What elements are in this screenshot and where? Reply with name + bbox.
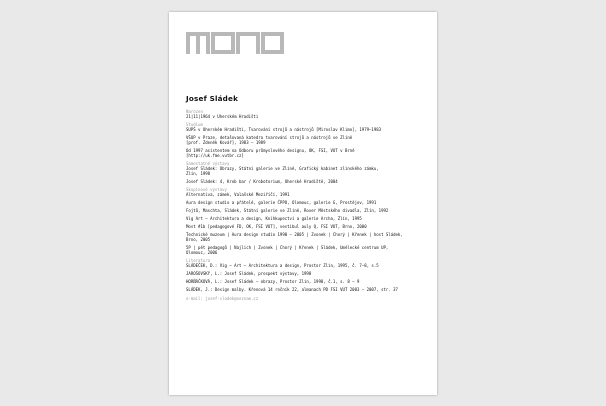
exhibition-entry: Josef Sládek: Obrazy, Státní galerie ve Zlíně, Grafický kabinet zlínského zámku, [186,166,379,171]
study-entry-cont: [prof. Zdeněk Kovář], 1983 – 1989 [186,140,266,145]
exhibition-entry-cont: Olomouc, 2006 [186,250,218,255]
exhibition-entry: 5P | pět pedagogů | Najlich | Zvonek | Chorý | Křenek | Sládek, Umělecké centrum UP, [186,245,389,250]
study-entry: VŠUP v Praze, detašovaná katedra tvarování strojů a nástrojů ve Zlíně [186,135,353,140]
section-label: Samostatné výstavy [186,161,230,166]
section-label: Studium [186,122,203,127]
section-studies [186,122,426,158]
section-born [186,109,426,119]
exhibition-entry: Josef Sládek: 4, Krob bar / Krobotorium, Uherské Hradiště, 2004 [186,179,338,184]
exhibition-entry: Aura design studio a přátelé, galerie ČPPO, Olomouc, galerie G, Prostějov, 1991 [186,200,377,205]
email-link[interactable]: e-mail: josef-sladek@seznam.cz [186,296,259,301]
section-group-exhibitions [186,187,426,255]
literature-entry: HORŇÁČKOVÁ, L.: Josef Sládek – obrazy, Prostor Zlín, 1998, č.1, s. 8 – 9 [186,279,360,284]
section-literature [186,258,426,292]
exhibition-entry: Most #1b [pedagogové FD, OK, FSI VUT], vestibul auly Q, FSI VUT, Brno, 2000 [186,224,367,229]
section-label: Literatura [186,258,211,263]
exhibition-entry: Alternativa, zámek, Valašské Meziříčí, 1991 [186,192,290,197]
exhibition-entry: Technické muzeum | Aura design studio 1990 – 2005 | Zvonek | Chorý | Křenek | host Sládek, [186,232,403,237]
study-entry: SUPŠ v Uherském Hradišti, Tvarování strojů a nástrojů [Miroslav Klimo], 1979–1983 [186,127,382,132]
section-solo-exhibitions [186,161,426,184]
literature-entry: JAROŠOVSKÝ, L.: Josef Sládek, prospekt výstavy, 1998 [186,271,312,276]
exhibition-entry-cont: Zlín, 1998 [186,171,211,176]
exhibition-entry: Fojtů, Maschta, Sládek, Státní galerie ve Zlíně, Rover Městského divadla, Zlín, 1992 [186,208,389,213]
study-entry-cont: [http://uk.fme.vutbr.cz] [186,153,244,158]
section-label: Skupinové výstavy [186,187,227,192]
person-name: Josef Sládek [186,94,239,103]
cv-content [186,94,426,301]
section-label: Narozen [186,109,203,114]
study-entry: Od 1997 asistentem na Odboru průmyslového designu, OK, FSI, VUT v Brně [186,148,355,153]
cv-page [169,12,437,395]
literature-entry: SLÁDEK, J.: Design malby. Křenová 14 ročník 22, almanach PD FSI VUT 2003 – 2007, str. 37 [186,287,398,292]
mono-logo-mark [186,32,284,54]
mono-logo [186,32,284,58]
exhibition-entry-cont: Brno, 2005 [186,237,211,242]
exhibition-entry: Vig Art – Architektura a design, Knihkupectví a galerie Archa, Zlín, 1995 [186,216,362,221]
literature-entry: SLÁDEČEK, D.: Vig – Art – Architektura a design, Prostor Zlín, 1995, č. 7–8, s.5 [186,263,379,268]
birth-info: 21|11|1964 v Uherském Hradišti [186,114,259,119]
